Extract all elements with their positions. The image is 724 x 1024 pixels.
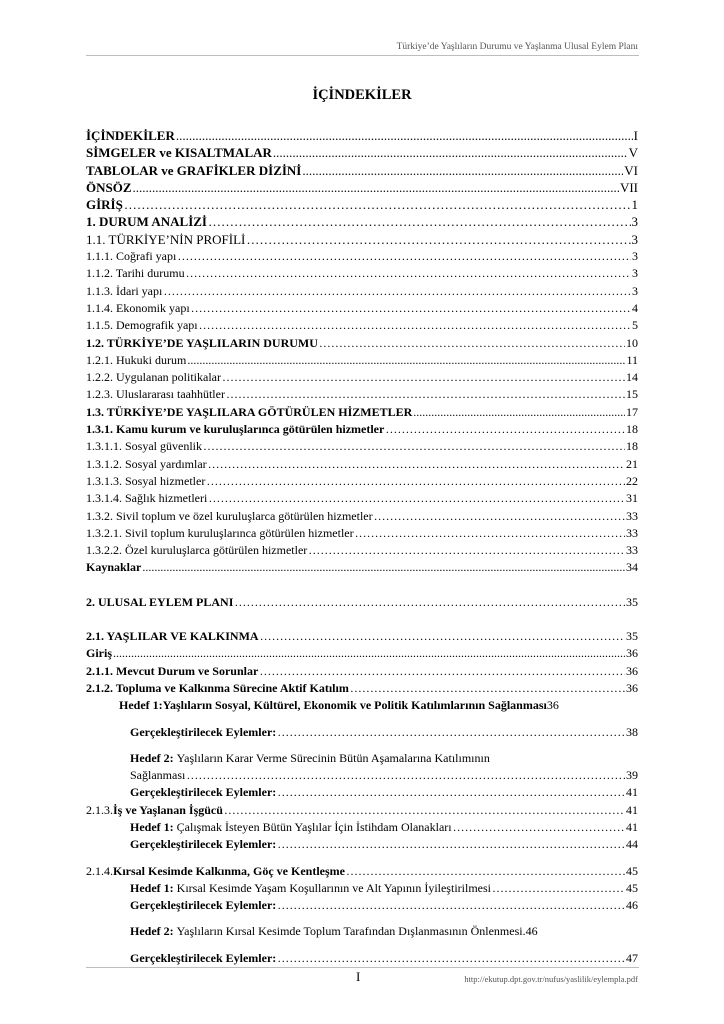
toc-entry[interactable]: Hedef 2: Yaşlıların Kırsal Kesimde Toplum Tarafından Dışlanmasının Önlenmesi . 46 [130,924,538,939]
header-divider [86,55,639,56]
toc-entry[interactable]: 1.1.4. Ekonomik yapı …………………………………………………………………………………………………………………………………………………………………………………………………………………………………………………………………………………………………………………………………………………………………………………………………………………………………………………………………………………………………………………………………………………………………………………………………………………………………………………………………………………………………………………………………………………………………………………………………………………………………………………………………………………………………………………………………………………………………………………………………………………………………………………………………………………………………………………………………………………………… 4 [86,300,638,317]
toc-entry[interactable]: TABLOLAR ve GRAFİKLER DİZİNİ ..... VI [86,162,638,179]
toc-entry[interactable]: Gerçekleştirilecek Eylemler : …………………………………………………………………………………………………………………………………………………………………………………………………………………………………………………………………………………………………………………………………………………………………………………………………………………………………………………………………………………………………………………………………………………………………………………………………………………………………………………………………………………………………………………………………………………………………………………………………………………………………………………………………………………………………………………………………………………………………………………………………………………………………………………………………………………………………………………………………………………………… 47 [86,950,638,967]
toc-entry[interactable]: 1.2.1. Hukuki durum ..... 11 [86,352,638,369]
toc-entry[interactable]: Kaynaklar ..... 34 [86,559,638,576]
toc-entry[interactable]: 1.3.1. Kamu kurum ve kuruluşlarınca götürülen hizmetler …………………………………………………………………………………………………………………………………………………………………………………………………………………………………………………………………………………………………………………………………………………………………………………………………………………………………………………………………………………………………………………………………………………………………………………………………………………………………………………………………………………………………………………………………………………………………………………………………………………………………………………………………………………………………………………………………………………………………………………………………………………………………………………………………………………………………………………………………………………………… 18 [86,421,638,438]
toc-entry[interactable]: 1.1.1. Coğrafi yapı …………………………………………………………………………………………………………………………………………………………………………………………………………………………………………………………………………………………………………………………………………………………………………………………………………………………………………………………………………………………………………………………………………………………………………………………………………………………………………………………………………………………………………………………………………………………………………………………………………………………………………………………………………………………………………………………………………………………………………………………………………………………………………………………………………………………………………………………………………………………… 3 [86,248,638,265]
toc-entry[interactable]: 1.3.1.1. Sosyal güvenlik …………………………………………………………………………………………………………………………………………………………………………………………………………………………………………………………………………………………………………………………………………………………………………………………………………………………………………………………………………………………………………………………………………………………………………………………………………………………………………………………………………………………………………………………………………………………………………………………………………………………………………………………………………………………………………………………………………………………………………………………………………………………………………………………………………………………………………………………………………………………… 18 [86,438,638,455]
toc-entry[interactable]: 2.1.1. Mevcut Durum ve Sorunlar …………………………………………………………………………………………………………………………………………………………………………………………………………………………………………………………………………………………………………………………………………………………………………………………………………………………………………………………………………………………………………………………………………………………………………………………………………………………………………………………………………………………………………………………………………………………………………………………………………………………………………………………………………………………………………………………………………………………………………………………………………………………………………………………………………………………………………………………………………………………… 36 [86,663,638,680]
toc-entry[interactable]: 1.2.3. Uluslararası taahhütler …………………………………………………………………………………………………………………………………………………………………………………………………………………………………………………………………………………………………………………………………………………………………………………………………………………………………………………………………………………………………………………………………………………………………………………………………………………………………………………………………………………………………………………………………………………………………………………………………………………………………………………………………………………………………………………………………………………………………………………………………………………………………………………………………………………………………………………………………………………………… 15 [86,386,638,403]
table-of-contents [86,127,638,967]
toc-entry-continued[interactable]: Sağlanması …………………………………………………………………………………………………………………………………………………………………………………………………………………………………………………………………………………………………………………………………………………………………………………………………………………………………………………………………………………………………………………………………………………………………………………………………………………………………………………………………………………………………………………………………………………………………………………………………………………………………………………………………………………………………………………………………………………………………………………………………………………………………………………………………………………………………………………………………………………………… 39 [86,767,638,784]
page-number: I [356,969,361,984]
toc-entry[interactable]: 1.1. TÜRKİYE’NİN PROFİLİ …………………………………………………………………………………………………………………………………………………………………………………………………………………………………………………………………………………………………………………………………………………………………………………………………………………………………………………………………………………………………………………………………………………………………………………………………………………………………………………………………………………………………………………………………………………………………………………………………………………………………………………………………………………………………………………………………………………………………………………………………………………………………………………………………………………………………………………………………………………………… 3 [86,231,638,248]
toc-entry[interactable]: 1.3.2.2. Özel kuruluşlarca götürülen hizmetler …………………………………………………………………………………………………………………………………………………………………………………………………………………………………………………………………………………………………………………………………………………………………………………………………………………………………………………………………………………………………………………………………………………………………………………………………………………………………………………………………………………………………………………………………………………………………………………………………………………………………………………………………………………………………………………………………………………………………………………………………………………………………………………………………………………………………………………………………………………………… 33 [86,542,638,559]
toc-entry[interactable]: Gerçekleştirilecek Eylemler : …………………………………………………………………………………………………………………………………………………………………………………………………………………………………………………………………………………………………………………………………………………………………………………………………………………………………………………………………………………………………………………………………………………………………………………………………………………………………………………………………………………………………………………………………………………………………………………………………………………………………………………………………………………………………………………………………………………………………………………………………………………………………………………………………………………………………………………………………………………………… 46 [86,897,638,914]
toc-entry[interactable]: 1.3. TÜRKİYE’DE YAŞLILARA GÖTÜRÜLEN HİZMETLER ..... 17 [86,404,638,421]
toc-entry[interactable]: 1.3.1.2. Sosyal yardımlar …………………………………………………………………………………………………………………………………………………………………………………………………………………………………………………………………………………………………………………………………………………………………………………………………………………………………………………………………………………………………………………………………………………………………………………………………………………………………………………………………………………………………………………………………………………………………………………………………………………………………………………………………………………………………………………………………………………………………………………………………………………………………………………………………………………………………………………………………………………………… 21 [86,456,638,473]
toc-entry[interactable]: 2.1.4. Kırsal Kesimde Kalkınma, Göç ve Kentleşme …………………………………………………………………………………………………………………………………………………………………………………………………………………………………………………………………………………………………………………………………………………………………………………………………………………………………………………………………………………………………………………………………………………………………………………………………………………………………………………………………………………………………………………………………………………………………………………………………………………………………………………………………………………………………………………………………………………………………………………………………………………………………………………………………………………………………………………………………………………………… 45 [86,863,638,880]
toc-entry[interactable]: Gerçekleştirilecek Eylemler : …………………………………………………………………………………………………………………………………………………………………………………………………………………………………………………………………………………………………………………………………………………………………………………………………………………………………………………………………………………………………………………………………………………………………………………………………………………………………………………………………………………………………………………………………………………………………………………………………………………………………………………………………………………………………………………………………………………………………………………………………………………………………………………………………………………………………………………………………………………………… 44 [86,836,638,853]
toc-entry[interactable]: 1.1.3. İdari yapı …………………………………………………………………………………………………………………………………………………………………………………………………………………………………………………………………………………………………………………………………………………………………………………………………………………………………………………………………………………………………………………………………………………………………………………………………………………………………………………………………………………………………………………………………………………………………………………………………………………………………………………………………………………………………………………………………………………………………………………………………………………………………………………………………………………………………………………………………………………………… 3 [86,283,638,300]
toc-entry[interactable]: 1.3.1.3. Sosyal hizmetler …………………………………………………………………………………………………………………………………………………………………………………………………………………………………………………………………………………………………………………………………………………………………………………………………………………………………………………………………………………………………………………………………………………………………………………………………………………………………………………………………………………………………………………………………………………………………………………………………………………………………………………………………………………………………………………………………………………………………………………………………………………………………………………………………………………………………………………………………………………………… 22 [86,473,638,490]
toc-entry[interactable]: ÖNSÖZ ..... VII [86,179,638,196]
toc-entry[interactable]: Hedef 2: Yaşlıların Karar Verme Sürecinin Bütün Aşamalarına Katılımının [130,750,490,765]
toc-entry[interactable]: GİRİŞ …………………………………………………………………………………………………………………………………………………………………………………………………………………………………………………………………………………………………………………………………………………………………………………………………………………………………………………………………………………………………………………………………………………………………………………………………………………………………………………………………………………………………………………………………………………………………………………………………………………………………………………………………………………………………………………………………………………………………………………………………………………………………………………………………………………………………………………………………………………………… 1 [86,196,638,213]
toc-entry[interactable]: Gerçekleştirilecek Eylemler : …………………………………………………………………………………………………………………………………………………………………………………………………………………………………………………………………………………………………………………………………………………………………………………………………………………………………………………………………………………………………………………………………………………………………………………………………………………………………………………………………………………………………………………………………………………………………………………………………………………………………………………………………………………………………………………………………………………………………………………………………………………………………………………………………………………………………………………………………………………………… 41 [86,784,638,801]
toc-entry[interactable]: Hedef 1: Yaşlıların Sosyal, Kültürel, Ekonomik ve Politik Katılımlarının Sağlanması 36 [119,698,559,713]
page-title: İÇİNDEKİLER [312,87,412,103]
toc-entry[interactable]: 2. ULUSAL EYLEM PLANI …………………………………………………………………………………………………………………………………………………………………………………………………………………………………………………………………………………………………………………………………………………………………………………………………………………………………………………………………………………………………………………………………………………………………………………………………………………………………………………………………………………………………………………………………………………………………………………………………………………………………………………………………………………………………………………………………………………………………………………………………………………………………………………………………………………………………………………………………………………………… 35 [86,594,638,611]
toc-entry[interactable]: 1.1.2. Tarihi durumu …………………………………………………………………………………………………………………………………………………………………………………………………………………………………………………………………………………………………………………………………………………………………………………………………………………………………………………………………………………………………………………………………………………………………………………………………………………………………………………………………………………………………………………………………………………………………………………………………………………………………………………………………………………………………………………………………………………………………………………………………………………………………………………………………………………………………………………………………………………………… 3 [86,265,638,282]
toc-entry[interactable]: Hedef 1: Çalışmak İsteyen Bütün Yaşlılar İçin İstihdam Olanakları …………………………………………………………………………………………………………………………………………………………………………………………………………………………………………………………………………………………………………………………………………………………………………………………………………………………………………………………………………………………………………………………………………………………………………………………………………………………………………………………………………………………………………………………………………………………………………………………………………………………………………………………………………………………………………………………………………………………………………………………………………………………………………………………………………………………………………………………………………………………… 41 [86,819,638,836]
footer-url: http://ekutup.dpt.gov.tr/nufus/yaslilik/eylempla.pdf [464,974,638,984]
toc-entry[interactable]: 1.2.2. Uygulanan politikalar …………………………………………………………………………………………………………………………………………………………………………………………………………………………………………………………………………………………………………………………………………………………………………………………………………………………………………………………………………………………………………………………………………………………………………………………………………………………………………………………………………………………………………………………………………………………………………………………………………………………………………………………………………………………………………………………………………………………………………………………………………………………………………………………………………………………………………………………………………………………… 14 [86,369,638,386]
toc-entry[interactable]: 1.3.2. Sivil toplum ve özel kuruluşlarca götürülen hizmetler …………………………………………………………………………………………………………………………………………………………………………………………………………………………………………………………………………………………………………………………………………………………………………………………………………………………………………………………………………………………………………………………………………………………………………………………………………………………………………………………………………………………………………………………………………………………………………………………………………………………………………………………………………………………………………………………………………………………………………………………………………………………………………………………………………………………………………………………………………………………… 33 [86,508,638,525]
toc-entry[interactable]: 2.1.2. Topluma ve Kalkınma Sürecine Aktif Katılım …………………………………………………………………………………………………………………………………………………………………………………………………………………………………………………………………………………………………………………………………………………………………………………………………………………………………………………………………………………………………………………………………………………………………………………………………………………………………………………………………………………………………………………………………………………………………………………………………………………………………………………………………………………………………………………………………………………………………………………………………………………………………………………………………………………………………………………………………………………………… 36 [86,680,638,697]
toc-entry[interactable]: Giriş ..... 36 [86,645,638,662]
toc-entry[interactable]: 1.3.1.4. Sağlık hizmetleri …………………………………………………………………………………………………………………………………………………………………………………………………………………………………………………………………………………………………………………………………………………………………………………………………………………………………………………………………………………………………………………………………………………………………………………………………………………………………………………………………………………………………………………………………………………………………………………………………………………………………………………………………………………………………………………………………………………………………………………………………………………………………………………………………………………………………………………………………………………………… 31 [86,490,638,507]
toc-entry[interactable]: İÇİNDEKİLER ..... I [86,127,638,144]
toc-entry[interactable]: 1.2. TÜRKİYE’DE YAŞLILARIN DURUMU …………………………………………………………………………………………………………………………………………………………………………………………………………………………………………………………………………………………………………………………………………………………………………………………………………………………………………………………………………………………………………………………………………………………………………………………………………………………………………………………………………………………………………………………………………………………………………………………………………………………………………………………………………………………………………………………………………………………………………………………………………………………………………………………………………………………………………………………………………………………… 10 [86,335,638,352]
toc-entry[interactable]: Hedef 1: Kırsal Kesimde Yaşam Koşullarının ve Alt Yapının İyileştirilmesi …………………………………………………………………………………………………………………………………………………………………………………………………………………………………………………………………………………………………………………………………………………………………………………………………………………………………………………………………………………………………………………………………………………………………………………………………………………………………………………………………………………………………………………………………………………………………………………………………………………………………………………………………………………………………………………………………………………………………………………………………………………………………………………………………………………………………………………………………………………………… 45 [86,880,638,897]
footer-divider [86,967,639,968]
toc-entry[interactable]: Gerçekleştirilecek Eylemler : …………………………………………………………………………………………………………………………………………………………………………………………………………………………………………………………………………………………………………………………………………………………………………………………………………………………………………………………………………………………………………………………………………………………………………………………………………………………………………………………………………………………………………………………………………………………………………………………………………………………………………………………………………………………………………………………………………………………………………………………………………………………………………………………………………………………………………………………………………………………… 38 [86,724,638,741]
toc-entry[interactable]: 1. DURUM ANALİZİ …………………………………………………………………………………………………………………………………………………………………………………………………………………………………………………………………………………………………………………………………………………………………………………………………………………………………………………………………………………………………………………………………………………………………………………………………………………………………………………………………………………………………………………………………………………………………………………………………………………………………………………………………………………………………………………………………………………………………………………………………………………………………………………………………………………………………………………………………………………………… 3 [86,213,638,230]
toc-entry[interactable]: 2.1. YAŞLILAR VE KALKINMA …………………………………………………………………………………………………………………………………………………………………………………………………………………………………………………………………………………………………………………………………………………………………………………………………………………………………………………………………………………………………………………………………………………………………………………………………………………………………………………………………………………………………………………………………………………………………………………………………………………………………………………………………………………………………………………………………………………………………………………………………………………………………………………………………………………………………………………………………………………………… 35 [86,628,638,645]
toc-entry[interactable]: SİMGELER ve KISALTMALAR ..... V [86,144,638,161]
toc-entry[interactable]: 2.1.3. İş ve Yaşlanan İşgücü …………………………………………………………………………………………………………………………………………………………………………………………………………………………………………………………………………………………………………………………………………………………………………………………………………………………………………………………………………………………………………………………………………………………………………………………………………………………………………………………………………………………………………………………………………………………………………………………………………………………………………………………………………………………………………………………………………………………………………………………………………………………………………………………………………………………………………………………………………………………… 41 [86,802,638,819]
running-header: Türkiye’de Yaşlıların Durumu ve Yaşlanma Ulusal Eylem Planı [396,42,638,52]
toc-entry[interactable]: 1.1.5. Demografik yapı …………………………………………………………………………………………………………………………………………………………………………………………………………………………………………………………………………………………………………………………………………………………………………………………………………………………………………………………………………………………………………………………………………………………………………………………………………………………………………………………………………………………………………………………………………………………………………………………………………………………………………………………………………………………………………………………………………………………………………………………………………………………………………………………………………………………………………………………………………………………… 5 [86,317,638,334]
toc-entry[interactable]: 1.3.2.1. Sivil toplum kuruluşlarınca götürülen hizmetler …………………………………………………………………………………………………………………………………………………………………………………………………………………………………………………………………………………………………………………………………………………………………………………………………………………………………………………………………………………………………………………………………………………………………………………………………………………………………………………………………………………………………………………………………………………………………………………………………………………………………………………………………………………………………………………………………………………………………………………………………………………………………………………………………………………………………………………………………………………………… 33 [86,525,638,542]
